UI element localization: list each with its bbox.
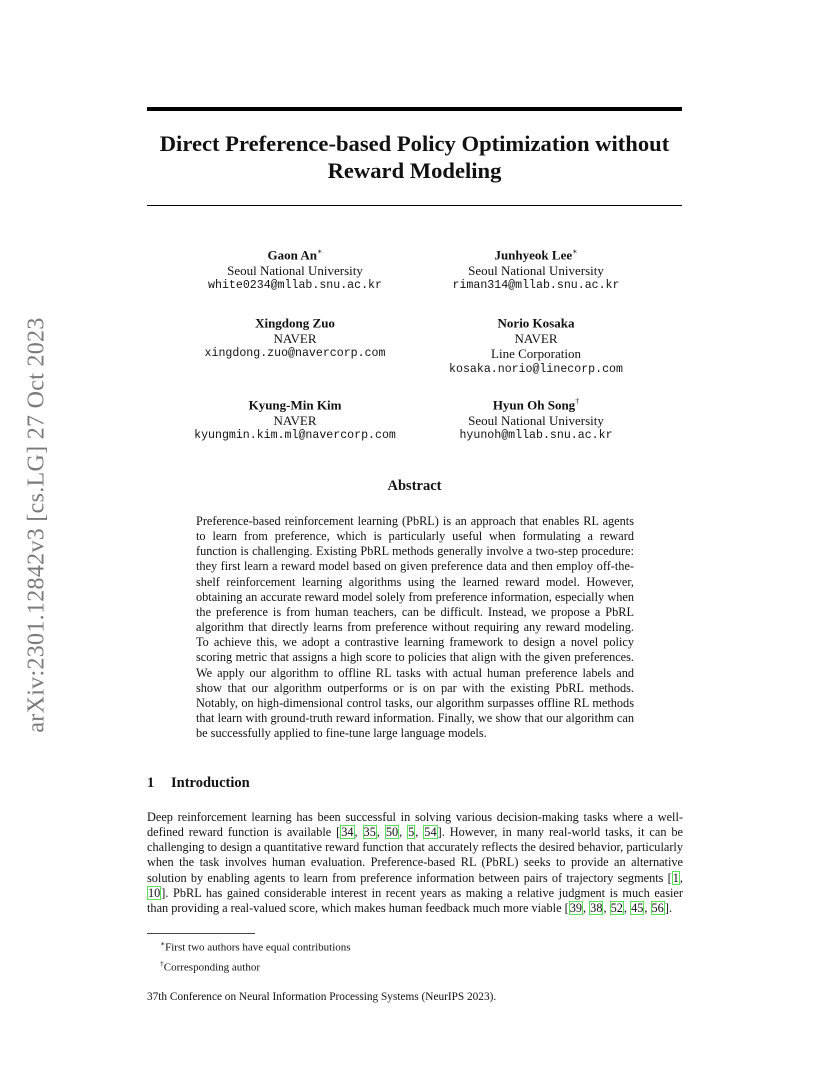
author-affiliation: Seoul National University — [468, 262, 604, 278]
citation-link[interactable]: 50 — [385, 825, 399, 840]
citation-link[interactable]: 10 — [148, 885, 161, 900]
footnote-mark: † — [160, 959, 164, 969]
section-number: 1 — [147, 775, 155, 791]
footnote-text: First two authors have equal contributions — [165, 941, 351, 954]
author-block — [411, 394, 661, 444]
citation-link[interactable]: 35 — [363, 825, 376, 840]
author-email: kosaka.norio@linecorp.com — [449, 362, 623, 376]
author-block — [411, 312, 661, 377]
citation-link[interactable]: 54 — [424, 825, 437, 840]
footnote — [160, 936, 351, 956]
author-name: Hyun Oh Song — [492, 397, 576, 413]
title-bottom-rule — [147, 205, 682, 206]
section-title: Introduction — [171, 775, 250, 791]
author-block — [170, 394, 420, 444]
citation-link[interactable]: 34 — [341, 825, 354, 840]
author-name: Xingdong Zuo — [255, 315, 335, 331]
author-email: white0234@mllab.snu.ac.kr — [208, 279, 382, 293]
intro-text: Deep reinforcement learning has been successful in solving various decision-making tasks where a well-defined reward function is available — [147, 810, 683, 840]
author-email: hyunoh@mllab.snu.ac.kr — [459, 429, 613, 443]
introduction-paragraph: Deep reinforcement learning has been successful in solving various decision-making tasks where a well-defined reward function is available [34, 35, 50, 5, 54]. However, in many real-world tasks, it can be challenging to design a quantitative reward function that accurately reflects the desired behavior, particularly when the task involves human evaluation. Preference-based RL (PbRL) seeks to provide an alternative solution by enabling agents to learn from preference information between pairs of trajectory segments [1, 10]. PbRL has gained considerable interest in recent years as making a relative judgment is much easier than providing a real-valued score, which makes human feedback much more viable [39, 38, 52, 45, 56]. — [147, 810, 684, 915]
intro-text: . PbRL has gained considerable interest in recent years as making a relative judgment is much easier than providing a real-valued score, which makes human feedback much more viable — [147, 885, 683, 915]
footnote-rule — [147, 933, 255, 934]
footnote-text: Corresponding author — [163, 961, 260, 974]
intro-text: . — [668, 900, 673, 915]
footnote — [160, 956, 351, 976]
author-mark: ∗ — [572, 247, 578, 256]
author-mark: † — [575, 397, 580, 406]
footnotes — [160, 936, 351, 976]
author-name: Kyung-Min Kim — [248, 397, 342, 413]
citation-link[interactable]: 45 — [631, 900, 644, 915]
intro-text: . However, in many real-world tasks, it can be challenging to design a quantitative reward function that accurately reflects the desired behavior, particularly when the task involves human evaluation. Preference-based RL (PbRL) seeks to provide an alternative solution by enabling agents to learn from preference information between pairs of trajectory segments — [147, 825, 684, 885]
citation-link[interactable]: 39 — [569, 900, 583, 915]
author-email: kyungmin.kim.ml@navercorp.com — [194, 429, 396, 443]
citation-link[interactable]: 52 — [610, 900, 623, 915]
arxiv-sidebar — [20, 290, 54, 760]
author-block — [170, 312, 420, 362]
author-affiliation: NAVER — [273, 412, 317, 428]
author-affiliation-secondary: Line Corporation — [491, 346, 581, 362]
citation-link[interactable]: 5 — [408, 825, 415, 840]
footnote-mark: ∗ — [160, 939, 166, 948]
arxiv-identifier: arXiv:2301.12842v3 [cs.LG] 27 Oct 2023 — [23, 317, 50, 733]
citation-link[interactable]: 1 — [672, 870, 679, 885]
author-mark: ∗ — [317, 247, 323, 256]
venue-footer: 37th Conference on Neural Information Processing Systems (NeurIPS 2023). — [147, 991, 497, 1003]
author-name: Junhyeok Lee — [494, 247, 573, 263]
paper-title — [147, 130, 682, 184]
author-affiliation: NAVER — [273, 330, 317, 346]
abstract-heading: Abstract — [387, 478, 442, 494]
author-affiliation: Seoul National University — [468, 412, 604, 428]
author-email: riman314@mllab.snu.ac.kr — [452, 279, 620, 293]
citation-link[interactable]: 38 — [590, 900, 603, 915]
citation-link[interactable]: 56 — [651, 900, 664, 915]
author-name: Gaon An — [267, 247, 318, 263]
author-affiliation: Seoul National University — [227, 262, 363, 278]
section-heading — [147, 775, 250, 792]
author-block — [170, 244, 420, 294]
abstract-text: Preference-based reinforcement learning (PbRL) is an approach that enables RL agents to learn from preference, which is particularly useful when formulating a reward function is challenging. Existing PbRL methods generally involve a two-step procedure: they first learn a reward model based on given preference data and then employ off-the-shelf reinforcement learning algorithms using the learned reward model. However, obtaining an accurate reward model solely from preference information, especially when the preference is from human teachers, can be difficult. Instead, we propose a PbRL algorithm that directly learns from preference without requiring any reward modeling. To achieve this, we adopt a contrastive learning framework to design a novel policy scoring metric that assigns a high score to policies that align with the given preferences. We apply our algorithm to offline RL tasks with actual human preference labels and show that our algorithm outperforms or is on par with the existing PbRL methods. Notably, on high-dimensional control tasks, our algorithm surpasses offline RL methods that learn with ground-truth reward information. Finally, we show that our algorithm can be successfully applied to fine-tune large language models. — [196, 514, 634, 741]
author-affiliation: NAVER — [514, 330, 558, 346]
author-email: xingdong.zuo@navercorp.com — [204, 347, 386, 361]
author-name: Norio Kosaka — [497, 315, 575, 331]
title-line-2: Reward Modeling — [327, 158, 502, 183]
author-block — [411, 244, 661, 294]
title-top-rule — [147, 107, 682, 111]
title-line-1: Direct Preference-based Policy Optimization without — [159, 131, 670, 156]
